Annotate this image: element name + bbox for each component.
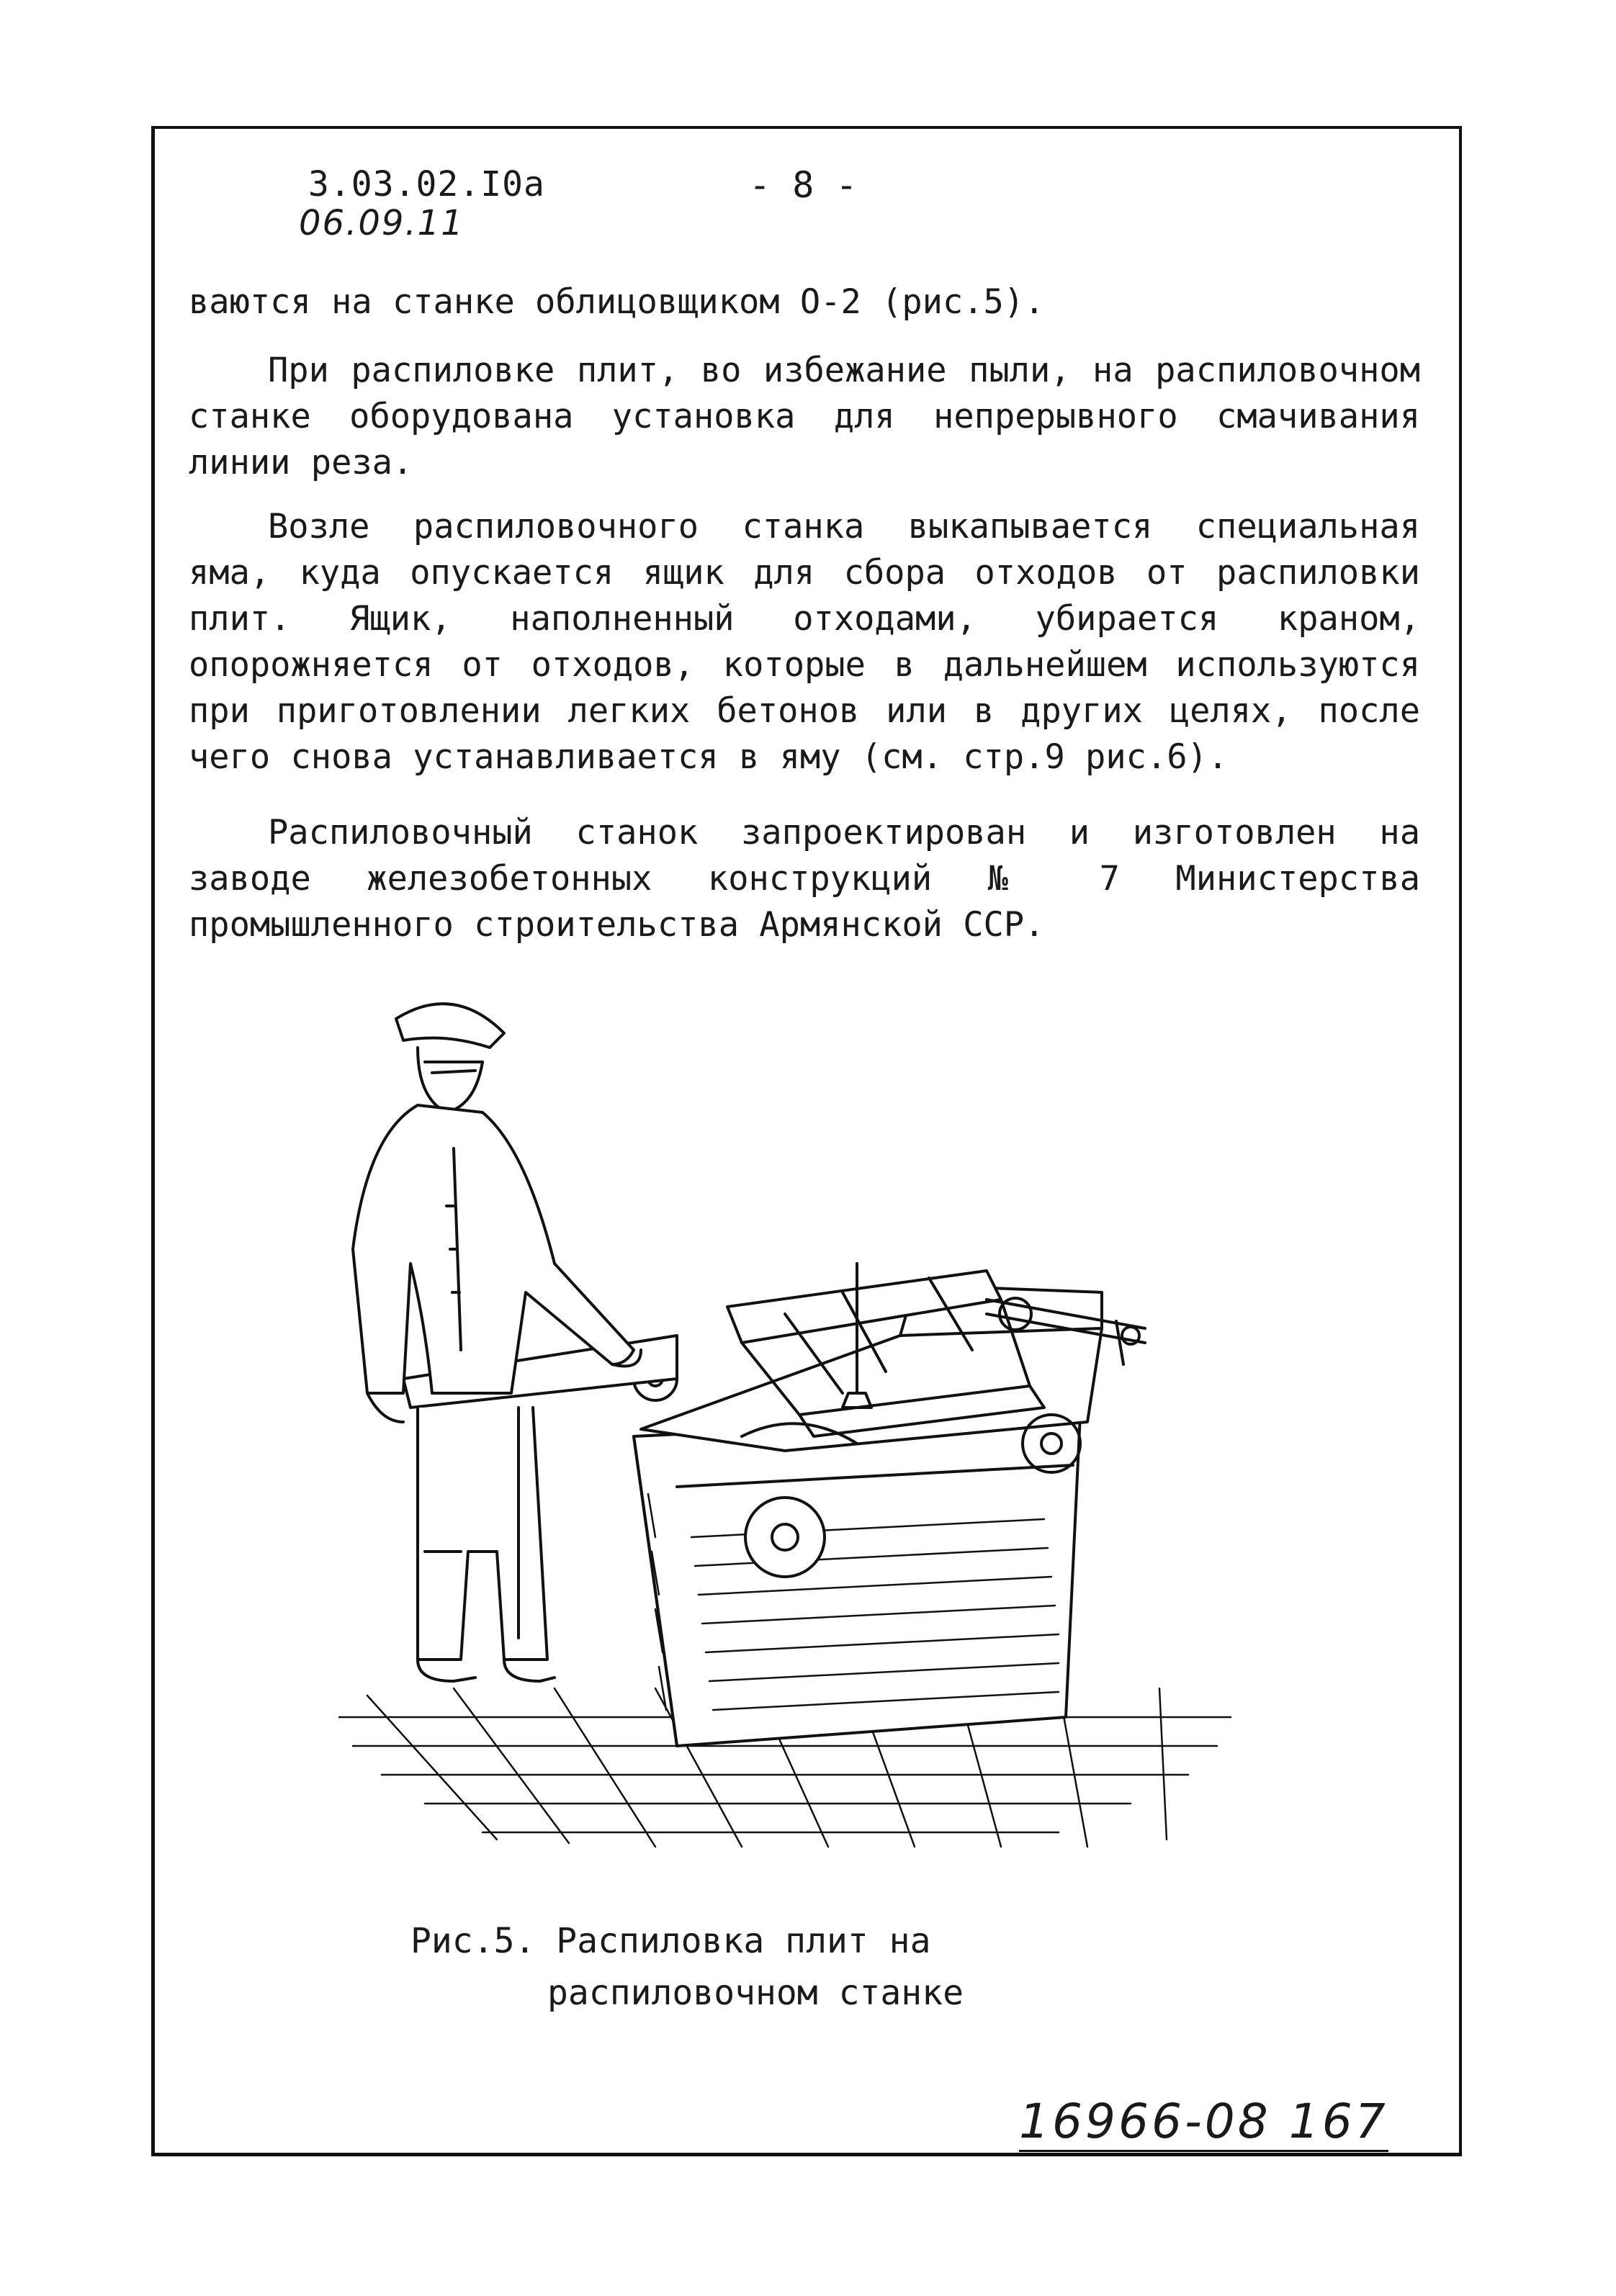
caption-line-1: Рис.5. Распиловка плит на — [410, 1921, 931, 1961]
figure-caption — [410, 1915, 964, 2019]
paragraph-dust-control: При распиловке плит, во избежание пыли, на распиловочном станке оборудована установка для непрерывного смачивания линии реза. — [189, 351, 1420, 482]
sawing-machine-illustration — [338, 990, 1231, 1854]
paragraph-manufacturer: Распиловочный станок запроектирован и изготовлен на заводе железобетонных конструкций № 7 Министерства промышленного строительства Армянской ССР. — [189, 813, 1420, 945]
handwritten-date: 06.09.11 — [299, 203, 464, 243]
paragraph-continuation: ваются на станке облицовщиком О-2 (рис.5). — [189, 282, 1045, 322]
worker-figure — [353, 1004, 641, 1681]
document-code: 3.03.02.I0a — [308, 164, 545, 204]
machine-body — [634, 1264, 1145, 1746]
page-number: - 8 - — [749, 164, 858, 206]
caption-line-2: распиловочном станке — [547, 1973, 964, 2013]
document-number: 16966-08 167 — [1019, 2094, 1388, 2152]
paragraph-waste-pit: Возле распиловочного станка выкапывается специальная яма, куда опускается ящик для сбора отходов от распиловки плит. Ящик, наполненный отходами, убирается краном, опорожняется от отходов, которые в дальнейшем используются при приготовлении легких бетонов или в других целях, после чего снова устанавливается в яму (см. стр.9 рис.6). — [189, 507, 1420, 777]
